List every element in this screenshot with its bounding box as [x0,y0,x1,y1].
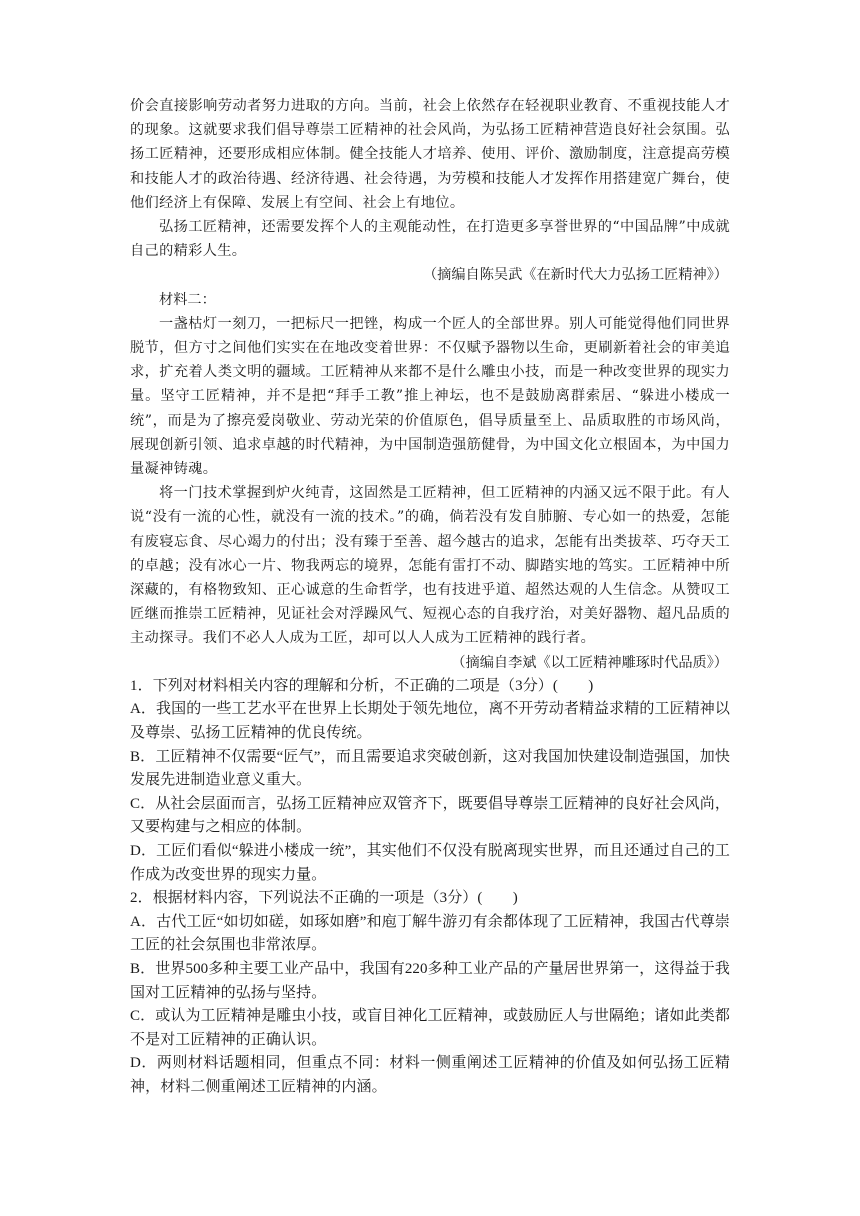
question-1 [130,675,730,887]
material-one-source: （摘编自陈吴武《在新时代大力弘扬工匠精神》） [422,267,728,284]
question-stem: 2．根据材料内容，下列说法不正确的一项是（3分）( ) [130,890,518,907]
material-two-paragraph: 一盏枯灯一刻刀，一把标尺一把锉，构成一个匠人的全部世界。别人可能觉得他们同世界脱节，但方寸之间他们实实在在地改变着世界：不仅赋予器物以生命，更刷新着社会的审美追求，扩充着人类文明的疆域。工匠精神从来都不是什么雕虫小技，而是一种改变世界的现实力量。坚守工匠精神，并不是把“拜手工教”推上神坛，也不是鼓励离群索居、“躲进小楼成一统”，而是为了擦亮爱岗敬业、劳动光荣的价值原色，倡导质量至上、品质取胜的市场风尚，展现创新引领、追求卓越的时代精神，为中国制造强筋健骨，为中国文化立根固本，为中国力量凝神铸魂。 [130,315,730,478]
material-two-paragraph: 将一门技术掌握到炉火纯青，这固然是工匠精神，但工匠精神的内涵又远不限于此。有人说“没有一流的心性，就没有一流的技术。”的确，倘若没有发自肺腑、专心如一的热爱，怎能有废寝忘食、尽心竭力的付出；没有臻于至善、超今越古的追求，怎能有出类拔萃、巧夺天工的卓越；没有冰心一片、物我两忘的境界，怎能有雷打不动、脚踏实地的笃实。工匠精神中所深藏的，有格物致知、正心诚意的生命哲学，也有技进乎道、超然达观的人生信念。从赞叹工匠继而推崇工匠精神，见证社会对浮躁风气、短视心态的自我疗治，对美好器物、超凡品质的主动探寻。我们不必人人成为工匠，却可以人人成为工匠精神的践行者。 [130,485,730,647]
material-one-paragraph: 弘扬工匠精神，还需要发挥个人的主观能动性，在打造更多享誉世界的“中国品牌”中成就自己的精彩人生。 [130,219,730,260]
option-a: A．我国的一些工艺水平在世界上长期处于领先地位，离不开劳动者精益求精的工匠精神以及尊崇、弘扬工匠精神的优良传统。 [130,701,730,742]
document-body [130,94,730,1100]
question-stem: 1．下列对材料相关内容的理解和分析，不正确的二项是（3分）( ) [130,677,594,694]
option-b: B．世界500多种主要工业产品中，我国有220多种工业产品的产量居世界第一，这得益于我国对工匠精神的弘扬与坚持。 [130,961,730,1001]
option-c: C．从社会层面而言，弘扬工匠精神应双管齐下，既要倡导尊崇工匠精神的良好社会风尚，又要构建与之相应的体制。 [130,795,730,836]
option-d: D．工匠们看似“躲进小楼成一统”，其实他们不仅没有脱离现实世界，而且还通过自己的工作成为改变世界的现实力量。 [130,843,730,883]
option-c: C．或认为工匠精神是雕虫小技，或盲目神化工匠精神，或鼓励匠人与世隔绝；诸如此类都不是对工匠精神的正确认识。 [130,1008,730,1048]
material-two-label: 材料二： [159,291,216,308]
option-b: B．工匠精神不仅需要“匠气”，而且需要追求突破创新，这对我国加快建设制造强国，加快发展先进制造业意义重大。 [130,748,730,789]
question-2 [130,887,730,1099]
material-one-paragraph: 价会直接影响劳动者努力进取的方向。当前，社会上依然存在轻视职业教育、不重视技能人才的现象。这就要求我们倡导尊崇工匠精神的社会风尚，为弘扬工匠精神营造良好社会氛围。弘扬工匠精神，还要形成相应体制。健全技能人才培养、使用、评价、激励制度，注意提高劳模和技能人才的政治待遇、经济待遇、社会待遇，为劳模和技能人才发挥作用搭建宽广舞台，使他们经济上有保障、发展上有空间、社会上有地位。 [130,98,730,211]
option-d: D．两则材料话题相同，但重点不同：材料一侧重阐述工匠精神的价值及如何弘扬工匠精神，材料二侧重阐述工匠精神的内涵。 [130,1055,730,1095]
option-a: A．古代工匠“如切如磋，如琢如磨”和庖丁解牛游刃有余都体现了工匠精神，我国古代尊崇工匠的社会氛围也非常浓厚。 [130,913,730,954]
material-two-source: （摘编自李斌《以工匠精神雕琢时代品质》） [451,654,728,671]
